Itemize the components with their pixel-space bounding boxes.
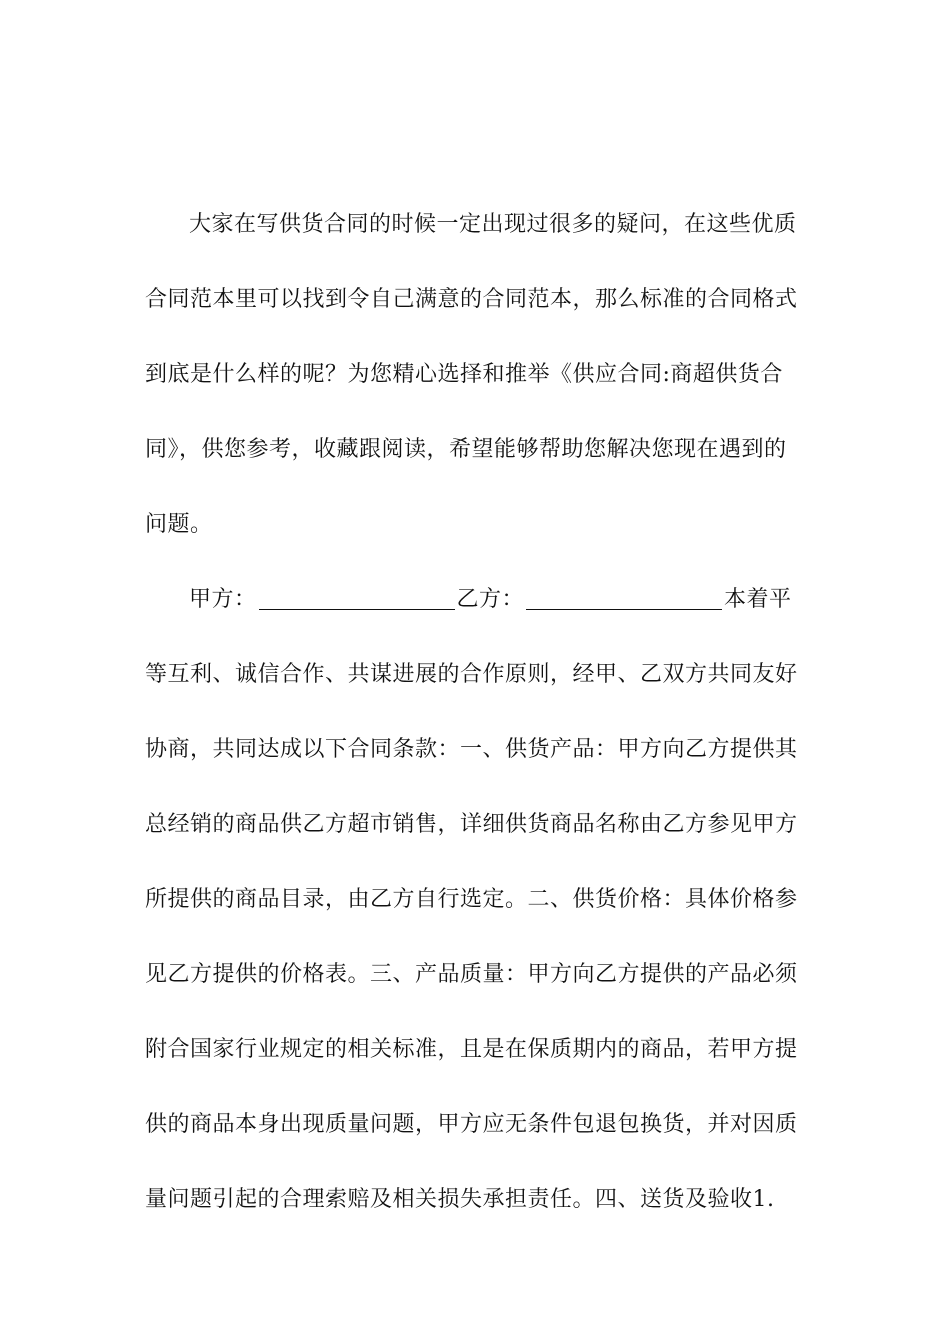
paragraph-line: 总经销的商品供乙方超市销售，详细供货商品名称由乙方参见甲方: [145, 812, 798, 837]
paragraph-line: 量问题引起的合理索赔及相关损失承担责任。四、送货及验收1.: [145, 1187, 775, 1212]
paragraph-line: 所提供的商品目录，由乙方自行选定。二、供货价格：具体价格参: [145, 887, 798, 912]
paragraph-line: 大家在写供货合同的时候一定出现过很多的疑问，在这些优质: [189, 212, 797, 237]
paragraph-line: 协商，共同达成以下合同条款：一、供货产品：甲方向乙方提供其: [145, 737, 798, 762]
party-a-label: 甲方：: [189, 587, 257, 612]
paragraph-line: 等互利、诚信合作、共谋进展的合作原则，经甲、乙双方共同友好: [145, 662, 798, 687]
paragraph-line: 问题。: [145, 512, 213, 537]
party-line-tail: 本着平: [724, 587, 792, 612]
party-a-blank: [259, 587, 455, 610]
document-body: [145, 205, 805, 1255]
paragraph-line: 供的商品本身出现质量问题，甲方应无条件包退包换货，并对因质: [145, 1112, 798, 1137]
paragraph-line: 附合国家行业规定的相关标准，且是在保质期内的商品，若甲方提: [145, 1037, 798, 1062]
party-line: [145, 580, 805, 655]
paragraph-line: 到底是什么样的呢？为您精心选择和推举《供应合同:商超供货合: [145, 362, 783, 387]
party-b-blank: [526, 587, 722, 610]
paragraph-line: 见乙方提供的价格表。三、产品质量：甲方向乙方提供的产品必须: [145, 962, 798, 987]
paragraph-line: 同》，供您参考，收藏跟阅读，希望能够帮助您解决您现在遇到的: [145, 437, 787, 462]
paragraph-line: 合同范本里可以找到令自己满意的合同范本，那么标准的合同格式: [145, 287, 798, 312]
party-b-label: 乙方：: [456, 587, 525, 612]
